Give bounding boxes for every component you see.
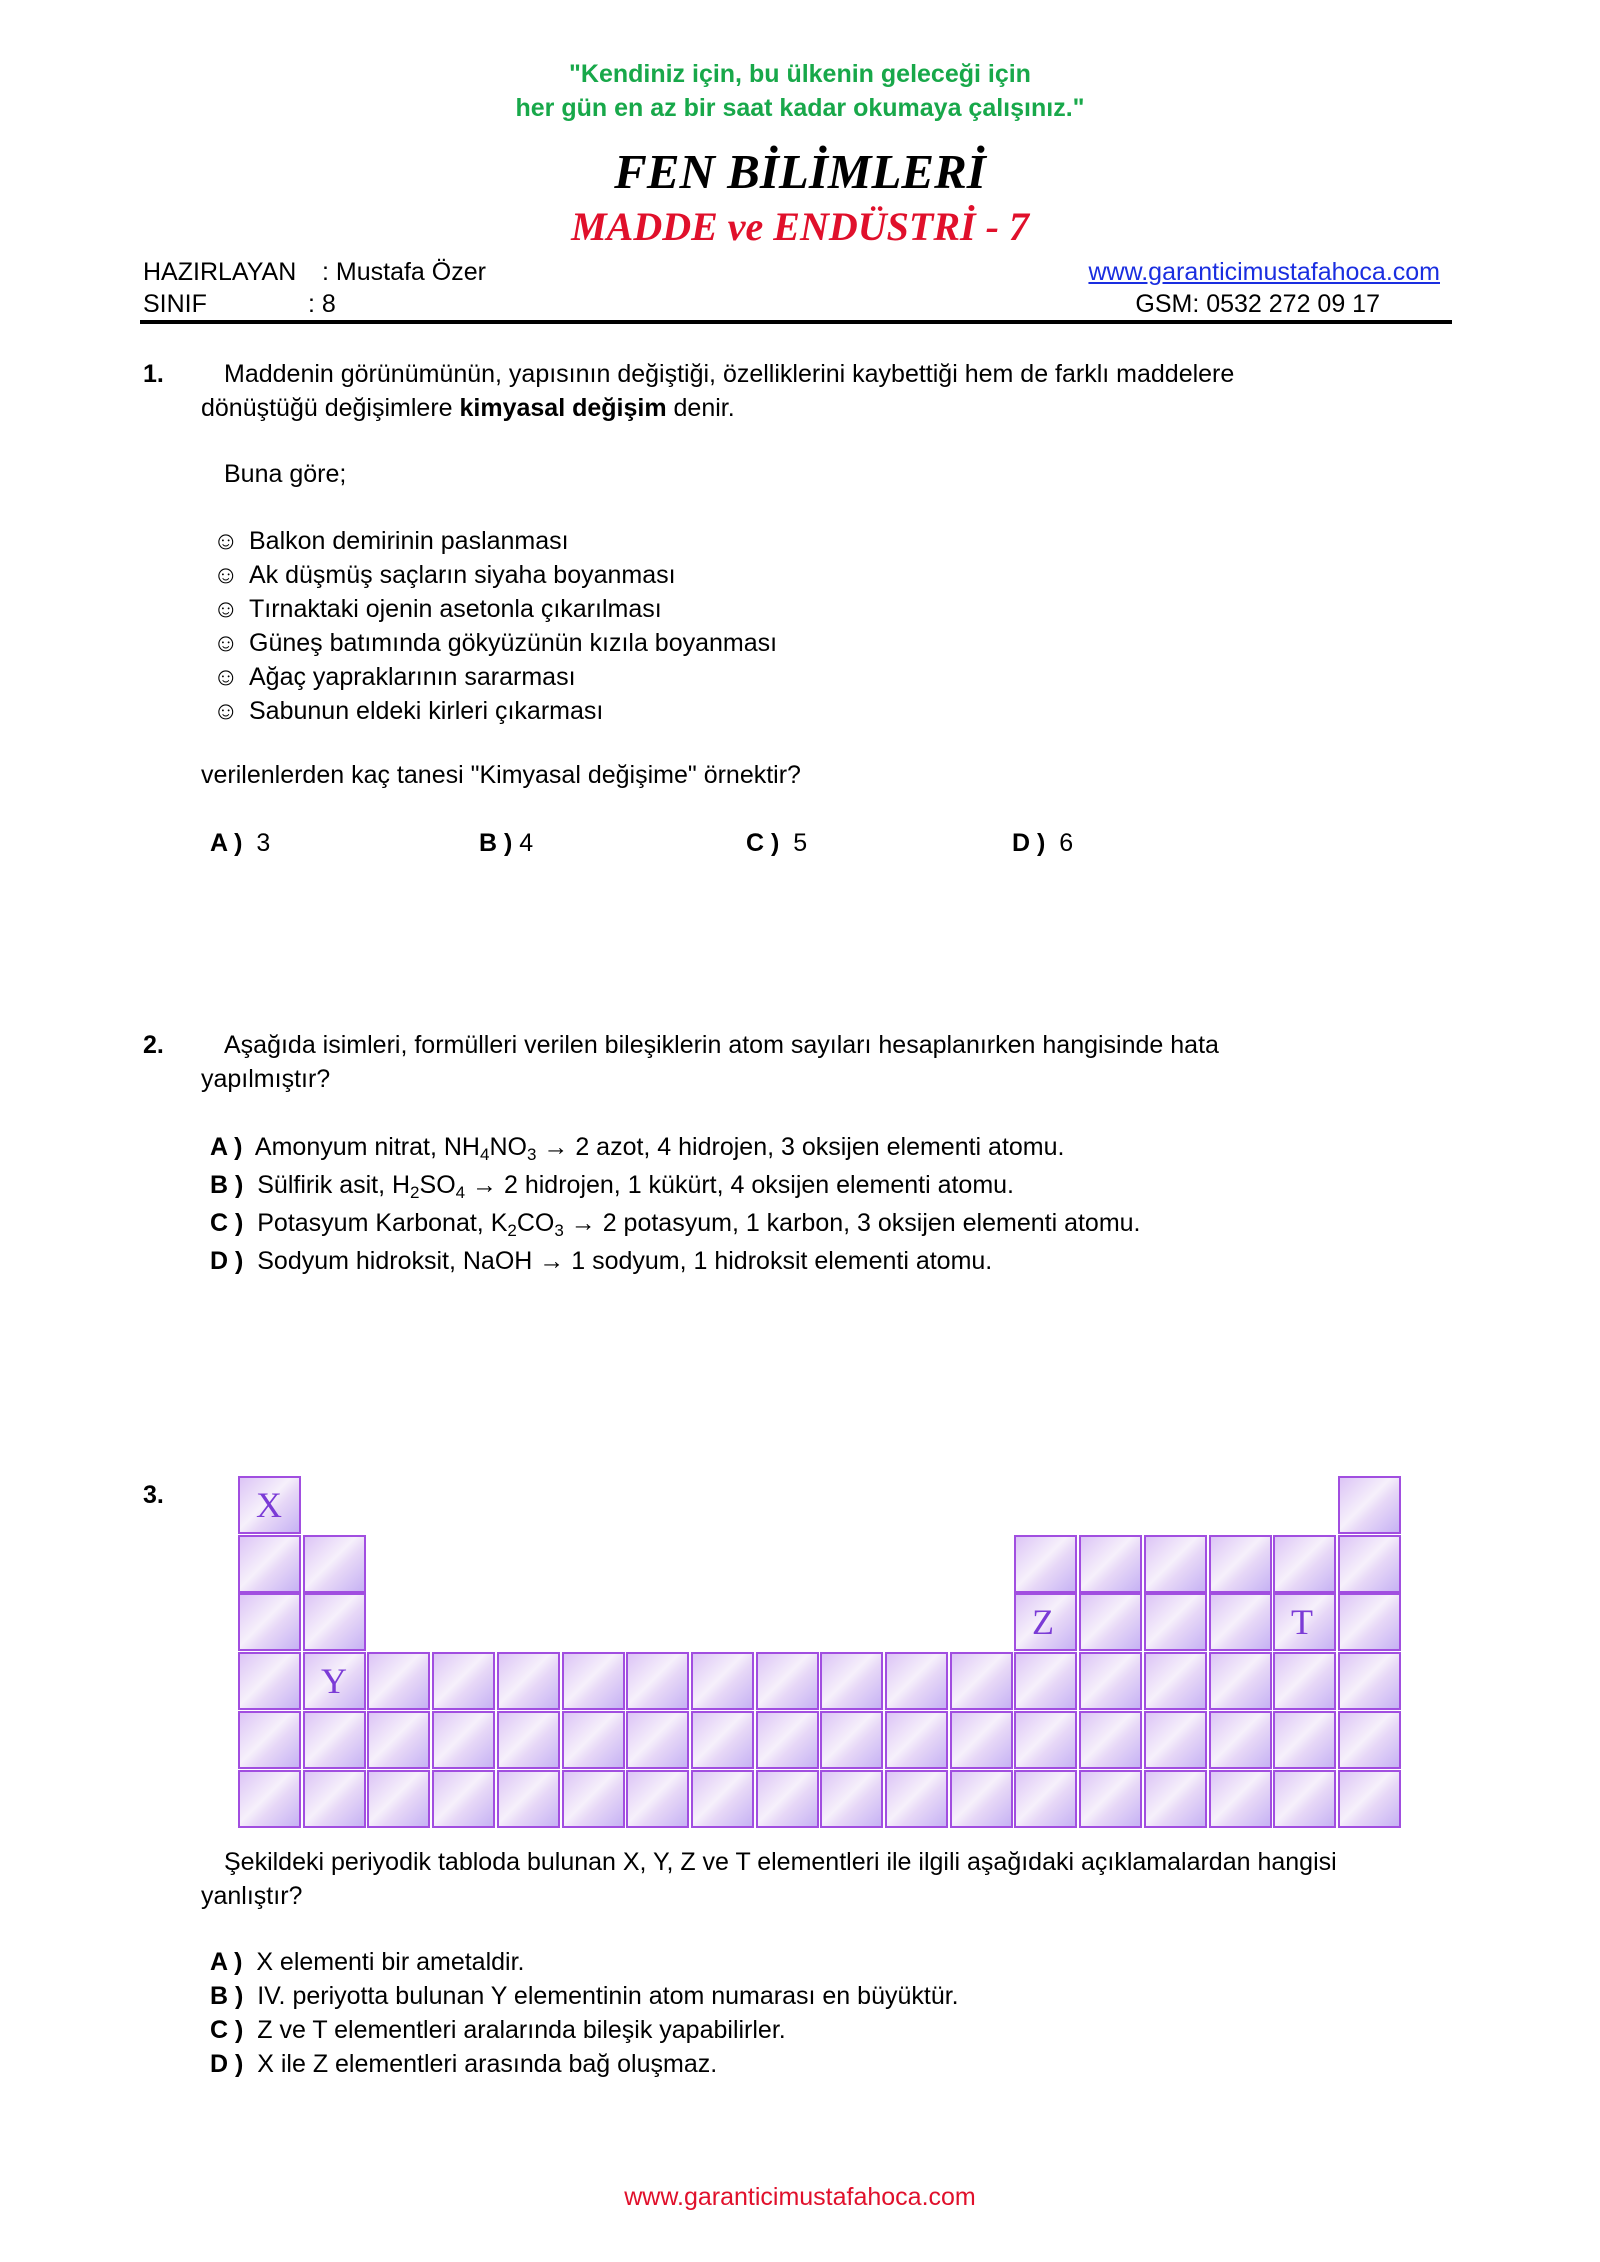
- q1-option-a[interactable]: A ) 3: [210, 829, 271, 857]
- periodic-table-cell: [238, 1652, 301, 1710]
- q1-text-line1: Maddenin görünümünün, yapısının değiştiği, özelliklerini kaybettiği hem de farklı maddelere: [224, 360, 1235, 388]
- q2-text-line1: Aşağıda isimleri, formülleri verilen bileşiklerin atom sayıları hesaplanırken hangisinde hata: [224, 1031, 1219, 1059]
- q2-option-c[interactable]: C ) Potasyum Karbonat, $K_2CO_3 \to 2$ potasyum, 1 karbon, 3 oksijen elementi atomu.: [210, 1209, 1141, 1240]
- periodic-table-cell: [1209, 1652, 1272, 1710]
- periodic-table-cell: [691, 1711, 754, 1769]
- periodic-table-cell: [756, 1711, 819, 1769]
- periodic-table-cell: [626, 1652, 689, 1710]
- periodic-table-cell: [1338, 1770, 1401, 1828]
- periodic-table-cell: [1079, 1770, 1142, 1828]
- periodic-table-cell: [756, 1770, 819, 1828]
- q1-text-line2: dönüştüğü değişimlere kimyasal değişim denir.: [201, 394, 735, 422]
- periodic-table: [238, 1476, 1404, 1832]
- periodic-table-cell: [820, 1711, 883, 1769]
- periodic-table-cell: [1273, 1711, 1336, 1769]
- periodic-table-cell: [303, 1770, 366, 1828]
- list-item: ☺ Ak düşmüş saçların siyaha boyanması: [213, 558, 777, 592]
- header-divider: [140, 320, 1452, 324]
- periodic-table-cell: [691, 1652, 754, 1710]
- periodic-table-cell: [1209, 1711, 1272, 1769]
- q2-option-a[interactable]: A ) Amonyum nitrat, $NH_4NO_3 \to 2$ azot, 4 hidrojen, 3 oksijen elementi atomu.: [210, 1133, 1065, 1164]
- periodic-table-cell: [497, 1770, 560, 1828]
- motto-line-1: "Kendiniz için, bu ülkenin geleceği için: [569, 60, 1031, 88]
- periodic-table-cell: [1338, 1535, 1401, 1593]
- periodic-table-cell: [1079, 1652, 1142, 1710]
- smiley-icon: ☺: [213, 527, 239, 555]
- list-item: ☺ Tırnaktaki ojenin asetonla çıkarılması: [213, 592, 777, 626]
- periodic-table-cell: [238, 1535, 301, 1593]
- periodic-table-cell: [367, 1711, 430, 1769]
- periodic-table-cell: [1338, 1476, 1401, 1534]
- periodic-table-cell: [1209, 1593, 1272, 1651]
- periodic-table-cell: [1273, 1770, 1336, 1828]
- q3-option-b[interactable]: B ) IV. periyotta bulunan Y elementinin atom numarası en büyüktür.: [210, 1982, 959, 2010]
- element-label-x: X: [256, 1485, 282, 1525]
- periodic-table-cell: [1014, 1711, 1077, 1769]
- periodic-table-cell: [885, 1652, 948, 1710]
- periodic-table-cell: [626, 1770, 689, 1828]
- periodic-table-cell: [303, 1593, 366, 1651]
- periodic-table-cell: [497, 1652, 560, 1710]
- periodic-table-cell: [238, 1711, 301, 1769]
- q2-option-b[interactable]: B ) Sülfirik asit, $H_2SO_4 \to 2$ hidrojen, 1 kükürt, 4 oksijen elementi atomu.: [210, 1171, 1014, 1202]
- q2-text-line2: yapılmıştır?: [201, 1065, 331, 1093]
- periodic-table-cell: [303, 1711, 366, 1769]
- element-label-t: T: [1291, 1602, 1313, 1642]
- list-item: ☺ Ağaç yapraklarının sararması: [213, 660, 777, 694]
- periodic-table-cell: [1144, 1593, 1207, 1651]
- footer-website[interactable]: www.garanticimustafahoca.com: [624, 2183, 976, 2211]
- periodic-table-cell: [1144, 1711, 1207, 1769]
- list-item: ☺ Güneş batımında gökyüzünün kızıla boyanması: [213, 626, 777, 660]
- periodic-table-cell: [1338, 1652, 1401, 1710]
- periodic-table-cell: [756, 1652, 819, 1710]
- periodic-table-cell: [238, 1770, 301, 1828]
- q1-option-d[interactable]: D ) 6: [1012, 829, 1074, 857]
- periodic-table-cell: [885, 1770, 948, 1828]
- periodic-table-cell: [1144, 1652, 1207, 1710]
- smiley-icon: ☺: [213, 629, 239, 657]
- periodic-table-cell: [367, 1770, 430, 1828]
- periodic-table-cell: [1014, 1535, 1077, 1593]
- motto-line-2: her gün en az bir saat kadar okumaya çalışınız.": [515, 94, 1085, 122]
- list-item: ☺ Sabunun eldeki kirleri çıkarması: [213, 694, 777, 728]
- periodic-table-cell: [367, 1652, 430, 1710]
- q1-option-b[interactable]: B ) 4: [479, 829, 534, 857]
- periodic-table-cell: [1209, 1770, 1272, 1828]
- q1-option-c[interactable]: C ) 5: [746, 829, 808, 857]
- periodic-table-cell: [691, 1770, 754, 1828]
- q3-option-d[interactable]: D ) X ile Z elementleri arasında bağ oluşmaz.: [210, 2050, 718, 2078]
- periodic-table-cell: [303, 1535, 366, 1593]
- smiley-icon: ☺: [213, 561, 239, 589]
- periodic-table-cell: [562, 1711, 625, 1769]
- element-label-z: Z: [1032, 1602, 1054, 1642]
- author-value: : Mustafa Özer: [322, 258, 486, 286]
- q2-number: 2.: [143, 1031, 164, 1059]
- periodic-table-cell: [885, 1711, 948, 1769]
- periodic-table-cell: [432, 1652, 495, 1710]
- periodic-table-cell: [1079, 1535, 1142, 1593]
- q3-option-a[interactable]: A ) X elementi bir ametaldir.: [210, 1948, 525, 1976]
- periodic-table-cell: [497, 1711, 560, 1769]
- periodic-table-cell: [238, 1593, 301, 1651]
- q3-option-c[interactable]: C ) Z ve T elementleri aralarında bileşik yapabilirler.: [210, 2016, 786, 2044]
- periodic-table-cell: [1014, 1770, 1077, 1828]
- periodic-table-cell: [1338, 1593, 1401, 1651]
- q1-number: 1.: [143, 360, 164, 388]
- periodic-table-cell: [820, 1770, 883, 1828]
- periodic-table-cell: [1144, 1535, 1207, 1593]
- periodic-table-cell: [562, 1770, 625, 1828]
- q1-question: verilenlerden kaç tanesi "Kimyasal değişime" örnektir?: [201, 761, 801, 789]
- periodic-table-cell: [950, 1652, 1013, 1710]
- periodic-table-cell: [432, 1711, 495, 1769]
- periodic-table-cell: [432, 1770, 495, 1828]
- class-value: : 8: [308, 290, 336, 318]
- q3-text-line1: Şekildeki periyodik tabloda bulunan X, Y, Z ve T elementleri ile ilgili aşağıdaki açıklamalardan hangisi: [224, 1848, 1337, 1876]
- gsm-number: GSM: 0532 272 09 17: [1135, 290, 1380, 318]
- periodic-table-cell: [1144, 1770, 1207, 1828]
- periodic-table-cell: [1209, 1535, 1272, 1593]
- smiley-icon: ☺: [213, 595, 239, 623]
- q3-options: [210, 1945, 959, 2081]
- element-label-y: Y: [321, 1661, 347, 1701]
- q1-item-list: [213, 524, 777, 728]
- periodic-table-cell: [820, 1652, 883, 1710]
- periodic-table-cell: [950, 1711, 1013, 1769]
- page-subtitle: MADDE ve ENDÜSTRİ - 7: [571, 204, 1029, 249]
- class-label: SINIF: [143, 290, 207, 318]
- q3-text-line2: yanlıştır?: [201, 1882, 303, 1910]
- page-title: FEN BİLİMLERİ: [614, 144, 986, 199]
- q2-options: [210, 1128, 1141, 1280]
- smiley-icon: ☺: [213, 663, 239, 691]
- periodic-table-cell: [626, 1711, 689, 1769]
- q3-number: 3.: [143, 1481, 164, 1509]
- periodic-table-cell: [1273, 1535, 1336, 1593]
- periodic-table-cell: [1273, 1652, 1336, 1710]
- periodic-table-cell: [1338, 1711, 1401, 1769]
- periodic-table-cell: [1079, 1593, 1142, 1651]
- periodic-table-cell: [1079, 1711, 1142, 1769]
- q2-option-d[interactable]: D ) Sodyum hidroksit, NaOH → 1 sodyum, 1 hidroksit elementi atomu.: [210, 1247, 993, 1275]
- list-item: ☺ Balkon demirinin paslanması: [213, 524, 777, 558]
- periodic-table-cell: [950, 1770, 1013, 1828]
- smiley-icon: ☺: [213, 697, 239, 725]
- q1-intro: Buna göre;: [224, 460, 347, 488]
- website-link[interactable]: www.garanticimustafahoca.com: [1088, 258, 1440, 286]
- author-label: HAZIRLAYAN: [143, 258, 297, 286]
- periodic-table-cell: [1014, 1652, 1077, 1710]
- periodic-table-cell: [562, 1652, 625, 1710]
